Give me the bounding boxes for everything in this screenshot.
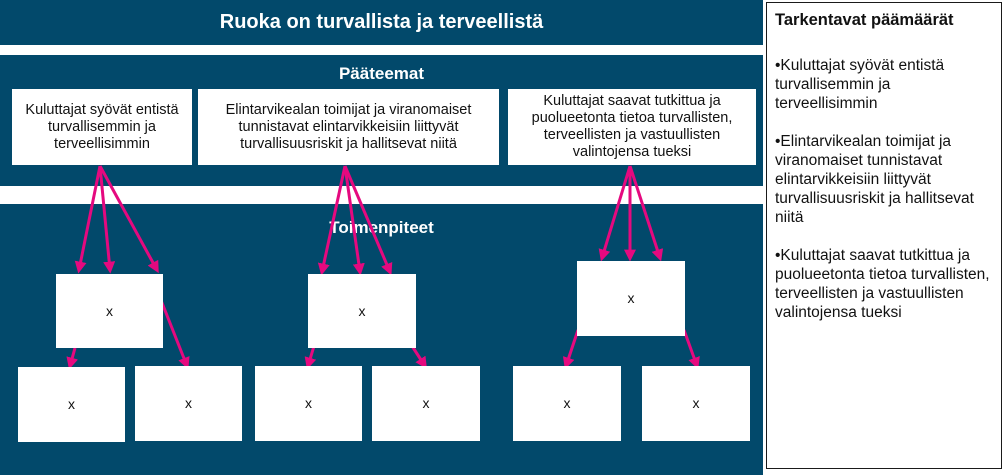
action-label: x xyxy=(185,395,192,411)
action-box-1-top xyxy=(56,274,163,348)
action-box-2-right xyxy=(372,366,480,441)
theme-box-1 xyxy=(12,89,192,165)
actions-heading: Toimenpiteet xyxy=(329,218,434,237)
theme-box-2 xyxy=(198,89,499,165)
action-label: x xyxy=(106,302,113,319)
action-label: x xyxy=(422,395,430,411)
action-box-1-left xyxy=(18,367,125,442)
action-box-2-left xyxy=(255,366,362,441)
action-label: x xyxy=(692,395,700,411)
action-label: x xyxy=(358,302,366,319)
side-panel xyxy=(766,2,1002,469)
side-panel-item-1: •Kuluttajat syövät entistä turvallisemmin ja terveellisimmin xyxy=(775,57,945,112)
action-box-3-left xyxy=(513,366,621,441)
action-box-1-right xyxy=(135,366,242,441)
theme-text-1: Kuluttajat syövät entistä turvallisemmin ja terveellisimmin xyxy=(25,101,179,152)
action-box-3-right xyxy=(642,366,750,441)
action-label: x xyxy=(68,396,75,412)
action-box-2-top xyxy=(308,274,416,348)
action-label: x xyxy=(305,395,312,411)
action-label: x xyxy=(627,290,635,306)
side-panel-item-2: •Elintarvikealan toimijat ja viranomaiset tunnistavat elintarvikkeisiin liittyvät turvallisuusriskit ja hallitsevat niitä xyxy=(775,133,974,226)
main-title: Ruoka on turvallista ja terveellistä xyxy=(219,11,544,33)
theme-box-3 xyxy=(508,89,756,165)
theme-text-3: Kuluttajat saavat tutkittua ja puolueetonta tietoa turvallisten, terveellisten ja vastuullisten valintojensa tueksi xyxy=(531,93,733,160)
theme-text-2: Elintarvikealan toimijat ja viranomaiset tunnistavat elintarvikkeisiin liittyvät turvallisuusriskit ja hallitsevat niitä xyxy=(225,101,472,152)
action-label: x xyxy=(563,395,571,411)
side-panel-item-3: •Kuluttajat saavat tutkittua ja puolueetonta tietoa turvallisten, terveellisten ja vastuullisten valintojensa tueksi xyxy=(775,247,990,321)
side-panel-title: Tarkentavat päämäärät xyxy=(775,11,954,29)
themes-heading: Pääteemat xyxy=(338,64,425,83)
action-box-3-top xyxy=(577,261,685,336)
